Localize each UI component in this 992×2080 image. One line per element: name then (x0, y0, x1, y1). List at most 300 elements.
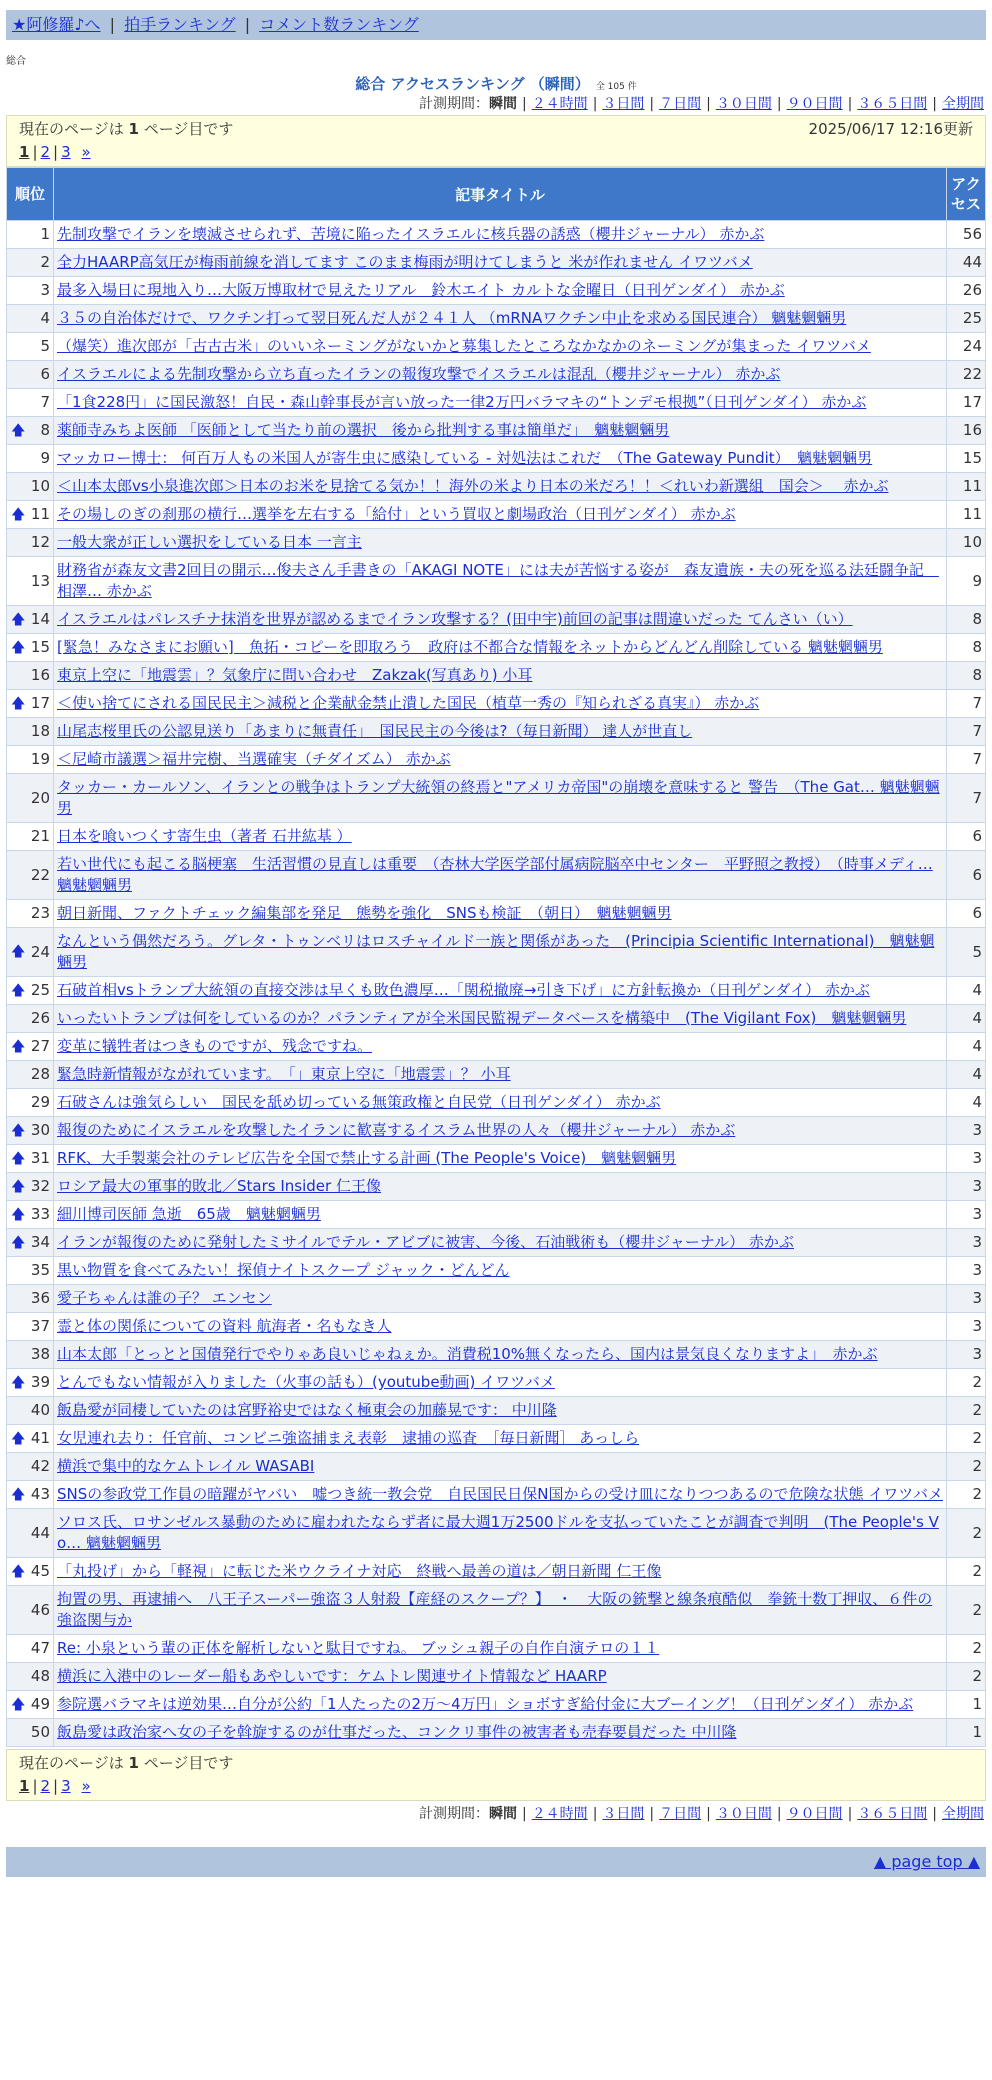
up-arrow-icon: 🡅 (11, 944, 26, 960)
period-separator: | (776, 96, 782, 112)
updated-timestamp: 2025/06/17 12:16更新 (808, 120, 973, 138)
article-link[interactable]: 全力HAARP高気圧が梅雨前線を消してます このまま梅雨が明けてしまうと 米が作れません イワツバメ (57, 253, 753, 271)
page-link[interactable]: 2 (40, 143, 51, 161)
current-page-text: 現在のページは 1 ページ目です (19, 1754, 234, 1772)
up-arrow-icon: 🡅 (11, 982, 26, 999)
table-row (7, 1033, 986, 1061)
access-count: 2 (947, 1558, 986, 1586)
page-link[interactable]: 3 (61, 143, 71, 161)
column-header-rank: 順位 (7, 168, 54, 221)
title-cell (54, 1663, 947, 1691)
access-count: 7 (947, 690, 986, 718)
rank-cell (7, 1635, 54, 1663)
rank-cell (7, 900, 54, 928)
up-arrow-icon: 🡅 (11, 1150, 26, 1167)
table-row (7, 361, 986, 389)
rank-number: 20 (30, 788, 50, 807)
title-cell (54, 249, 947, 277)
rank-number: 5 (40, 337, 50, 355)
title-cell (54, 417, 947, 445)
access-count: 5 (947, 928, 986, 977)
up-arrow-icon: 🡅 (11, 695, 26, 712)
article-link[interactable]: 薬師寺みちよ医師 「医師として当たり前の選択 後から批判する事は簡単だ」 魑魅魍魎男 (57, 421, 670, 439)
article-link[interactable]: 「丸投げ」から「軽視」に転じた米ウクライナ対応 終戦へ最善の道は／朝日新聞 仁王像 (57, 1562, 662, 1580)
article-link[interactable]: 参院選バラマキは逆効果…自分が公約「1人たったの2万～4万円」ショボすぎ給付金に大ブーイング！（日刊ゲンダイ） 赤かぶ (57, 1695, 914, 1713)
pagination-bottom (19, 1774, 973, 1798)
page-top-link[interactable]: ▲ page top ▲ (873, 1852, 980, 1871)
title-cell (54, 1257, 947, 1285)
up-arrow-icon: 🡅 (11, 506, 26, 523)
comment-ranking-link[interactable]: コメント数ランキング (259, 15, 419, 34)
article-link[interactable]: ＜使い捨てにされる国民民主＞減税と企業献金禁止潰した国民（植草一秀の『知られざる真実』） 赤かぶ (57, 694, 760, 712)
rank-cell (7, 718, 54, 746)
access-count: 4 (947, 1061, 986, 1089)
rank-number: 38 (30, 1345, 50, 1363)
period-link[interactable]: ３日間 (602, 96, 645, 112)
page-separator: | (53, 1777, 59, 1795)
article-link[interactable]: その場しのぎの刹那の横行…選挙を左右する「給付」という買収と劇場政治（日刊ゲンダイ） 赤かぶ (57, 505, 736, 523)
table-row (7, 389, 986, 417)
article-link[interactable]: 山本太郎「とっとと国債発行でやりゃあ良いじゃねぇか。消費税10%無くなったら、国内は景気良くなりますよ」 赤かぶ (57, 1345, 878, 1363)
title-cell (54, 1453, 947, 1481)
access-count: 3 (947, 1285, 986, 1313)
article-link[interactable]: ソロス氏、ロサンゼルス暴動のために雇われたならず者に最大週1万2500ドルを支払っていたことが調査で判明 (The People's Vo… 魑魅魍魎男 (57, 1513, 939, 1552)
title-cell (54, 662, 947, 690)
ranking-title: 総合 アクセスランキング （瞬間） (355, 75, 590, 93)
title-cell (54, 1005, 947, 1033)
article-link[interactable]: 飯島愛が同棲していたのは宮野裕史ではなく極東会の加藤晃です： 中川隆 (57, 1401, 557, 1419)
rank-number: 17 (30, 694, 50, 712)
top-nav-bar (6, 10, 986, 40)
article-link[interactable]: 東京上空に「地震雲」？気象庁に問い合わせ Zakzak(写真あり) 小耳 (57, 666, 533, 684)
table-row (7, 501, 986, 529)
period-link[interactable]: 全期間 (942, 1806, 984, 1822)
article-link[interactable]: イスラエルによる先制攻撃から立ち直ったイランの報復攻撃でイスラエルは混乱（櫻井ジャーナル） 赤かぶ (57, 365, 781, 383)
article-link[interactable]: いったいトランプは何をしているのか？パランティアが全米国民監視データベースを構築中 (The Vigilant Fox) 魑魅魍魎男 (57, 1009, 907, 1027)
title-cell (54, 277, 947, 305)
table-row (7, 529, 986, 557)
period-separator: | (776, 1806, 782, 1822)
period-link[interactable]: ３０日間 (715, 1806, 772, 1822)
table-row (7, 1145, 986, 1173)
nav-separator: | (244, 15, 251, 34)
rank-cell (7, 1341, 54, 1369)
article-link[interactable]: マッカロー博士： 何百万人もの米国人が寄生虫に感染している - 対処法はこれだ （The Gateway Pundit） 魑魅魍魎男 (57, 449, 873, 467)
access-count: 26 (947, 277, 986, 305)
period-selector-bottom (6, 1803, 986, 1825)
rank-number: 23 (30, 904, 50, 922)
access-count: 2 (947, 1397, 986, 1425)
rank-number: 10 (30, 477, 50, 495)
access-count: 6 (947, 851, 986, 900)
title-cell (54, 1173, 947, 1201)
article-link[interactable]: ＜山本太郎vs小泉進次郎＞日本のお米を見捨てる気か！！海外の米より日本の米だろ！！＜れいわ新選組 国会＞ 赤かぶ (57, 477, 889, 495)
up-arrow-icon: 🡅 (11, 1486, 26, 1503)
rank-number: 31 (30, 1149, 50, 1167)
rank-number: 44 (30, 1523, 50, 1542)
access-count: 3 (947, 1201, 986, 1229)
article-link[interactable]: 最多入場日に現地入り…大阪万博取材で見えたリアル 鈴木エイト カルトな金曜日（日刊ゲンダイ） 赤かぶ (57, 281, 785, 299)
access-count: 15 (947, 445, 986, 473)
table-row (7, 1691, 986, 1719)
period-link[interactable]: ３６５日間 (857, 96, 928, 112)
rank-number: 22 (30, 865, 50, 884)
up-arrow-icon: 🡅 (11, 639, 26, 656)
period-separator: | (932, 1806, 937, 1822)
access-count: 4 (947, 1089, 986, 1117)
rank-cell (7, 1481, 54, 1509)
rank-cell (7, 662, 54, 690)
table-row (7, 557, 986, 606)
article-link[interactable]: 日本を喰いつくす寄生虫（著者 石井紘基 ） (57, 827, 352, 845)
article-link[interactable]: ３５の自治体だけで、ワクチン打って翌日死んだ人が２４１人 （mRNAワクチン中止を求める国民連合） 魑魅魍魎男 (57, 309, 847, 327)
article-link[interactable]: 横浜に入港中のレーダー船もあやしいです：ケムトレ関連サイト情報など HAARP (57, 1667, 607, 1685)
article-link[interactable]: Re: 小泉という輩の正体を解析しないと駄目ですね。 ブッシュ親子の自作自演テロの１１ (57, 1639, 660, 1657)
rank-cell (7, 1453, 54, 1481)
article-link[interactable]: 女児連れ去り：任官前、コンビニ強盗捕まえ表彰 逮捕の巡査 ［毎日新聞］ あっしら (57, 1429, 640, 1447)
article-link[interactable]: 愛子ちゃんは誰の子？ エンセン (57, 1289, 272, 1307)
access-count: 3 (947, 1145, 986, 1173)
period-label: 計測期間： (418, 1806, 489, 1822)
table-row (7, 1635, 986, 1663)
table-row (7, 928, 986, 977)
access-count: 44 (947, 249, 986, 277)
title-cell (54, 1719, 947, 1747)
access-count: 11 (947, 473, 986, 501)
table-row (7, 305, 986, 333)
article-link[interactable]: タッカー・カールソン、イランとの戦争はトランプ大統領の終焉と"アメリカ帝国"の崩壊を意味すると 警告 （The Gat… 魑魅魍魎男 (57, 778, 940, 817)
period-separator: | (706, 96, 711, 112)
access-count: 6 (947, 900, 986, 928)
rank-number: 6 (40, 365, 50, 383)
access-count: 2 (947, 1586, 986, 1635)
rank-cell (7, 389, 54, 417)
table-row (7, 333, 986, 361)
article-link[interactable]: 先制攻撃でイランを壊滅させられず、苦境に陥ったイスラエルに核兵器の誘惑（櫻井ジャーナル） 赤かぶ (57, 225, 765, 243)
table-row (7, 774, 986, 823)
rank-cell (7, 774, 54, 823)
title-cell (54, 1369, 947, 1397)
table-row (7, 1173, 986, 1201)
title-cell (54, 1201, 947, 1229)
article-link[interactable]: 黒い物質を食べてみたい！探偵ナイトスクープ ジャック・どんどん (57, 1261, 510, 1279)
access-count: 8 (947, 606, 986, 634)
rank-cell (7, 473, 54, 501)
title-cell (54, 1145, 947, 1173)
access-count: 7 (947, 774, 986, 823)
access-count: 11 (947, 501, 986, 529)
access-count: 25 (947, 305, 986, 333)
rank-cell (7, 977, 54, 1005)
period-separator: | (521, 96, 527, 112)
rank-cell (7, 1397, 54, 1425)
rank-number: 3 (40, 281, 50, 299)
title-cell (54, 333, 947, 361)
rank-number: 26 (30, 1009, 50, 1027)
rank-number: 41 (30, 1429, 50, 1447)
next-page-link[interactable]: » (81, 1777, 91, 1795)
table-row (7, 690, 986, 718)
title-cell (54, 473, 947, 501)
period-current: 瞬間 (488, 1806, 517, 1822)
access-count: 1 (947, 1691, 986, 1719)
period-link[interactable]: ３０日間 (715, 96, 772, 112)
table-row (7, 1117, 986, 1145)
article-link[interactable]: RFK、大手製薬会社のテレビ広告を全国で禁止する計画 (The People's Voice) 魑魅魍魎男 (57, 1149, 677, 1167)
article-link[interactable]: 一般大衆が正しい選択をしている日本 一言主 (57, 533, 362, 551)
title-cell (54, 851, 947, 900)
rank-number: 40 (30, 1401, 50, 1419)
rank-cell (7, 1586, 54, 1635)
table-row (7, 1005, 986, 1033)
rank-number: 2 (40, 253, 50, 271)
period-separator: | (649, 96, 655, 112)
rank-cell (7, 1005, 54, 1033)
article-link[interactable]: 「1食228円」に国民激怒！自民・森山幹事長が言い放った一律2万円バラマキの“トンデモ根拠”（日刊ゲンダイ） 赤かぶ (57, 393, 867, 411)
article-link[interactable]: ロシア最大の軍事的敗北／Stars Insider 仁王像 (57, 1177, 381, 1195)
ranking-table (6, 167, 986, 1747)
article-link[interactable]: 緊急時新情報がながれています。 「」東京上空に「地震雲」？ 小耳 (57, 1065, 511, 1083)
page-current: 1 (19, 143, 30, 161)
access-count: 3 (947, 1341, 986, 1369)
access-count: 8 (947, 634, 986, 662)
up-arrow-icon: 🡅 (11, 1374, 26, 1391)
article-link[interactable]: 朝日新聞、ファクトチェック編集部を発足 態勢を強化 SNSも検証 （朝日） 魑魅魍魎男 (57, 904, 672, 922)
rank-cell (7, 851, 54, 900)
table-row (7, 606, 986, 634)
table-row (7, 1089, 986, 1117)
article-link[interactable]: 財務省が森友文書2回目の開示…俊夫さん手書きの「AKAGI NOTE」には夫が苦悩する姿が 森友遺族・夫の死を巡る法廷闘争記 相澤… 赤かぶ (57, 561, 939, 600)
title-cell (54, 1425, 947, 1453)
table-row (7, 662, 986, 690)
title-cell (54, 900, 947, 928)
period-link[interactable]: 全期間 (942, 96, 984, 112)
table-row (7, 1201, 986, 1229)
period-separator: | (932, 96, 937, 112)
article-link[interactable]: イランが報復のために発射したミサイルでテル・アビブに被害、今後、石油戦術も（櫻井ジャーナル） 赤かぶ (57, 1233, 794, 1251)
rank-cell (7, 333, 54, 361)
up-arrow-icon: 🡅 (11, 1122, 26, 1139)
article-link[interactable]: ＜尼崎市議選＞福井完樹、当選確実（チダイズム） 赤かぶ (57, 750, 451, 768)
rank-number: 1 (40, 225, 50, 243)
rank-cell (7, 1425, 54, 1453)
table-row (7, 823, 986, 851)
rank-number: 14 (30, 610, 50, 628)
rank-number: 4 (40, 309, 50, 327)
title-cell (54, 1691, 947, 1719)
title-cell (54, 557, 947, 606)
table-row (7, 1586, 986, 1635)
access-count: 4 (947, 977, 986, 1005)
table-row (7, 851, 986, 900)
rank-cell (7, 361, 54, 389)
rank-cell (7, 1201, 54, 1229)
title-cell (54, 389, 947, 417)
article-link[interactable]: 霊と体の関係についての資料 航海者・名もなき人 (57, 1317, 392, 1335)
applause-ranking-link[interactable]: 拍手ランキング (124, 15, 236, 34)
rank-cell (7, 928, 54, 977)
period-separator: | (847, 96, 853, 112)
rank-number: 19 (30, 750, 50, 768)
period-link[interactable]: ２４時間 (531, 96, 588, 112)
period-link[interactable]: ３日間 (602, 1806, 645, 1822)
article-link[interactable]: 山尾志桜里氏の公認見送り「あまりに無責任」 国民民主の今後は?（毎日新聞） 達人が世直し (57, 722, 693, 740)
title-cell (54, 501, 947, 529)
article-link[interactable]: とんでもない情報が入りました（火事の話も）(youtube動画) イワツバメ (57, 1373, 555, 1391)
access-count: 6 (947, 823, 986, 851)
access-count: 16 (947, 417, 986, 445)
title-cell (54, 445, 947, 473)
access-count: 17 (947, 389, 986, 417)
title-cell (54, 634, 947, 662)
access-count: 56 (947, 221, 986, 249)
access-count: 3 (947, 1173, 986, 1201)
page-info-bottom (6, 1749, 986, 1801)
rank-number: 45 (30, 1562, 50, 1580)
title-cell (54, 1285, 947, 1313)
rank-cell (7, 746, 54, 774)
title-cell (54, 1341, 947, 1369)
access-count: 2 (947, 1481, 986, 1509)
article-link[interactable]: 細川博司医師 急逝 65歳 魑魅魍魎男 (57, 1205, 321, 1223)
article-link[interactable]: [緊急！みなさまにお願い] 魚拓・コピーを即取ろう 政府は不都合な情報をネットからどんどん削除している 魑魅魍魎男 (57, 638, 883, 656)
access-count: 22 (947, 361, 986, 389)
rank-cell (7, 1145, 54, 1173)
article-link[interactable]: イスラエルはパレスチナ抹消を世界が認めるまでイラン攻撃する？(田中宇)前回の記事は間違いだった てんさい（い） (57, 610, 853, 628)
access-count: 4 (947, 1005, 986, 1033)
rank-number: 12 (30, 533, 50, 551)
title-cell (54, 305, 947, 333)
table-row (7, 634, 986, 662)
rank-number: 25 (30, 981, 50, 999)
rank-cell (7, 1663, 54, 1691)
article-link[interactable]: 横浜で集中的なケムトレイル WASABI (57, 1457, 315, 1475)
rank-number: 8 (40, 421, 50, 439)
page-title (6, 73, 986, 93)
home-link[interactable]: ★阿修羅♪へ (12, 15, 101, 34)
rank-cell (7, 1285, 54, 1313)
up-arrow-icon: 🡅 (11, 1234, 26, 1251)
article-link[interactable]: 報復のためにイスラエルを攻撃したイランに歓喜するイスラム世界の人々（櫻井ジャーナル） 赤かぶ (57, 1121, 736, 1139)
period-link[interactable]: ２４時間 (531, 1806, 588, 1822)
article-link[interactable]: SNSの参政党工作員の暗躍がヤバい 嘘つき統一教会党 自民国民日保N国からの受け皿になりつつあるので危険な状態 イワツバメ (57, 1485, 943, 1503)
up-arrow-icon: 🡅 (11, 1430, 26, 1447)
next-page-link[interactable]: » (81, 143, 91, 161)
table-row (7, 417, 986, 445)
period-separator: | (649, 1806, 655, 1822)
rank-cell (7, 445, 54, 473)
title-cell (54, 606, 947, 634)
rank-cell (7, 1313, 54, 1341)
rank-cell (7, 1229, 54, 1257)
rank-number: 43 (30, 1485, 50, 1503)
access-count: 1 (947, 1719, 986, 1747)
rank-number: 30 (30, 1121, 50, 1139)
access-count: 7 (947, 746, 986, 774)
current-page-text: 現在のページは 1 ページ目です (19, 120, 234, 138)
article-link[interactable]: 拘置の男、再逮捕へ 八王子スーパー強盗３人射殺【産経のスクープ？】 ・ 大阪の銃撃と線条痕酷似 拳銃十数丁押収、６件の強盗関与か (57, 1590, 933, 1629)
access-count: 2 (947, 1453, 986, 1481)
title-cell (54, 977, 947, 1005)
up-arrow-icon: 🡅 (11, 1178, 26, 1195)
period-link[interactable]: ３６５日間 (857, 1806, 928, 1822)
title-cell (54, 1229, 947, 1257)
title-cell (54, 1061, 947, 1089)
rank-number: 47 (30, 1639, 50, 1657)
nav-separator: | (109, 15, 116, 34)
period-link[interactable]: ９０日間 (786, 96, 843, 112)
article-link[interactable]: 若い世代にも起こる脳梗塞 生活習慣の見直しは重要 （杏林大学医学部付属病院脳卒中センター 平野照之教授） （時事メディ… 魑魅魍魎男 (57, 855, 933, 894)
access-count: 7 (947, 718, 986, 746)
rank-number: 49 (30, 1695, 50, 1713)
rank-number: 46 (30, 1600, 50, 1619)
page-spacer (74, 143, 79, 161)
access-count: 3 (947, 1117, 986, 1145)
page-separator: | (32, 143, 38, 161)
rank-cell (7, 501, 54, 529)
rank-cell (7, 305, 54, 333)
period-label: 計測期間： (418, 96, 489, 112)
rank-cell (7, 690, 54, 718)
table-row (7, 1313, 986, 1341)
page-link[interactable]: 2 (40, 1777, 51, 1795)
rank-number: 33 (30, 1205, 50, 1223)
rank-number: 15 (30, 638, 50, 656)
table-row (7, 977, 986, 1005)
rank-number: 29 (30, 1093, 50, 1111)
page-separator: | (32, 1777, 38, 1795)
article-link[interactable]: 変革に犠牲者はつきものですが、残念ですね。 (57, 1037, 373, 1055)
rank-cell (7, 417, 54, 445)
table-row (7, 1425, 986, 1453)
page-link[interactable]: 3 (61, 1777, 71, 1795)
article-link[interactable]: （爆笑）進次郎が「古古古米」のいいネーミングがないかと募集したところなかなかのネーミングが集まった イワツバメ (57, 337, 871, 355)
rank-cell (7, 1369, 54, 1397)
article-link[interactable]: 石破さんは強気らしい 国民を舐め切っている無策政権と自民党（日刊ゲンダイ） 赤かぶ (57, 1093, 661, 1111)
bottom-bar (6, 1847, 986, 1877)
page-spacer (74, 1777, 79, 1795)
access-count: 10 (947, 529, 986, 557)
table-row (7, 1481, 986, 1509)
rank-cell (7, 1089, 54, 1117)
period-selector-top (6, 93, 986, 115)
rank-cell (7, 557, 54, 606)
period-separator: | (847, 1806, 853, 1822)
period-link[interactable]: ７日間 (659, 1806, 702, 1822)
article-link[interactable]: 飯島愛は政治家へ女の子を斡旋するのが仕事だった、コンクリ事件の被害者も売春要員だった 中川隆 (57, 1723, 737, 1741)
rank-cell (7, 277, 54, 305)
title-cell (54, 1635, 947, 1663)
access-count: 2 (947, 1635, 986, 1663)
table-row (7, 1229, 986, 1257)
title-cell (54, 1313, 947, 1341)
rank-cell (7, 1033, 54, 1061)
period-link[interactable]: ９０日間 (786, 1806, 843, 1822)
access-count: 24 (947, 333, 986, 361)
article-link[interactable]: なんという偶然だろう。グレタ・トゥンベリはロスチャイルド一族と関係があった (Principia Scientific International) 魑魅魍魎男 (57, 932, 935, 971)
period-separator: | (521, 1806, 527, 1822)
access-count: 4 (947, 1033, 986, 1061)
article-link[interactable]: 石破首相vsトランプ大統領の直接交渉は早くも敗色濃厚…「関税撤廃→引き下げ」に方針転換か（日刊ゲンダイ） 赤かぶ (57, 981, 870, 999)
table-row (7, 1558, 986, 1586)
title-cell (54, 690, 947, 718)
rank-number: 48 (30, 1667, 50, 1685)
period-link[interactable]: ７日間 (659, 96, 702, 112)
table-row (7, 746, 986, 774)
title-cell (54, 529, 947, 557)
rank-number: 7 (40, 393, 50, 411)
column-header-access: アクセス (947, 168, 986, 221)
